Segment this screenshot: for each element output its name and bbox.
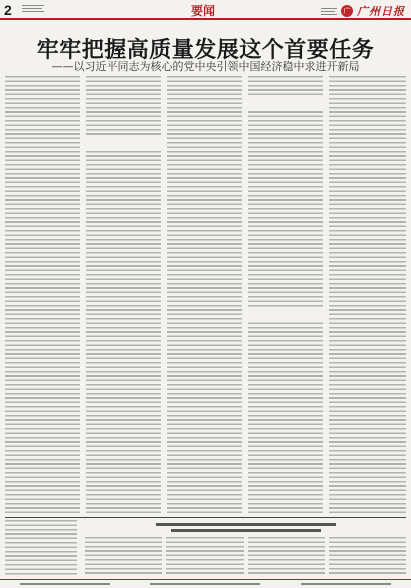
article-column-3	[167, 76, 242, 514]
section-title: 要闻	[190, 4, 215, 18]
subheadline: ——以习近平同志为核心的党中央引领中国经济稳中求进开新局	[51, 60, 360, 73]
page-header	[0, 0, 411, 22]
page-number: 2	[4, 2, 12, 18]
column-subheading	[248, 96, 323, 109]
article-column-2	[86, 76, 161, 514]
newspaper-brand: 广州日报	[357, 5, 405, 18]
column-subheading	[248, 308, 323, 321]
header-rule	[0, 18, 411, 20]
sidebar-brief	[5, 520, 77, 575]
column-subheading	[86, 136, 161, 149]
newspaper-logo-icon: 广	[341, 5, 353, 17]
secondary-article	[5, 517, 406, 577]
secondary-article-body	[85, 537, 406, 575]
article-body	[5, 76, 406, 514]
headline: 牢牢把握高质量发展这个首要任务	[36, 37, 375, 63]
secondary-headline	[85, 521, 406, 532]
edition-info	[22, 4, 44, 12]
article-column-5	[329, 76, 406, 514]
divider	[5, 517, 406, 518]
article-column-4	[248, 76, 323, 514]
masthead-info	[321, 7, 337, 15]
article-column-1	[5, 76, 80, 514]
masthead	[321, 3, 405, 19]
